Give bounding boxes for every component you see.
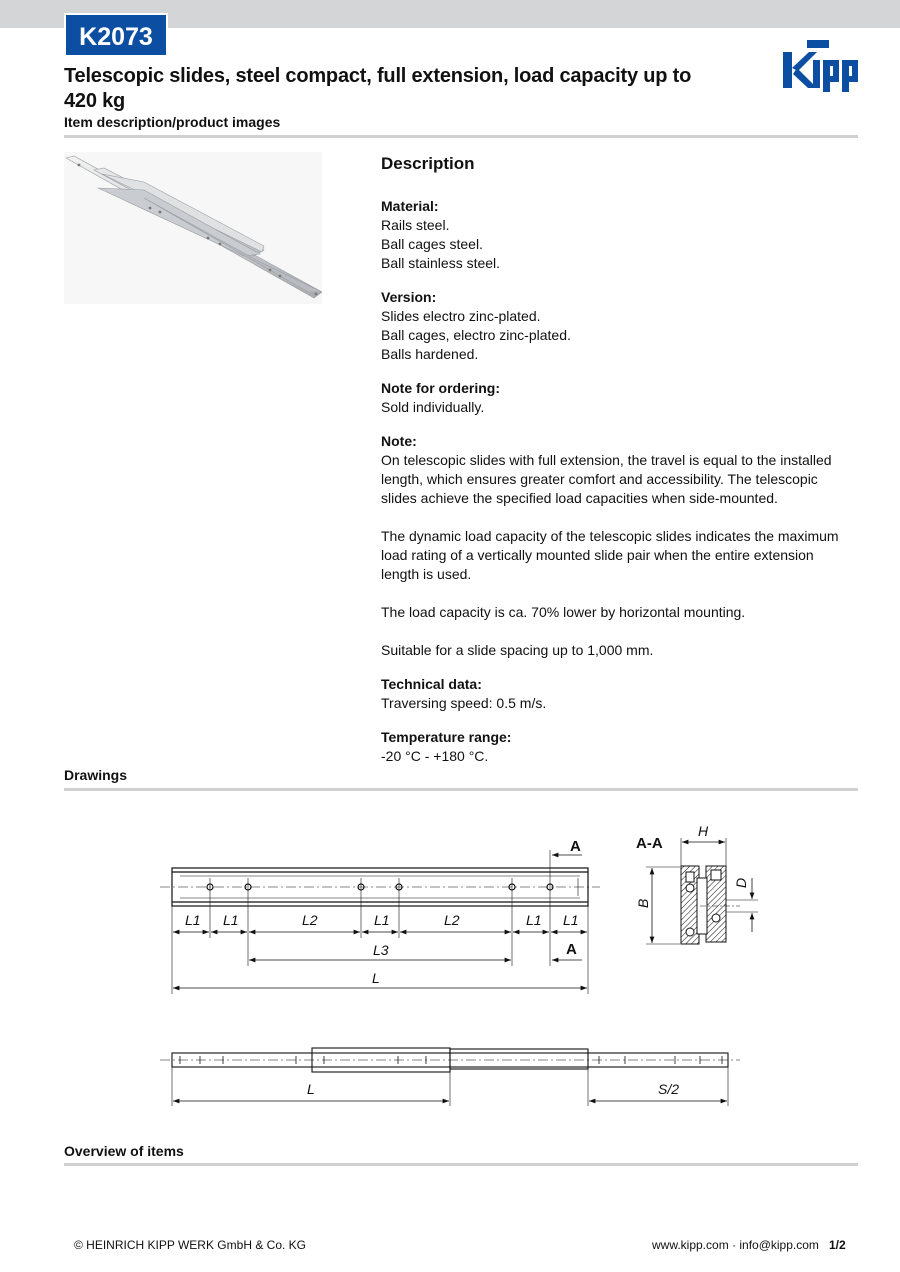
note-paragraph: Suitable for a slide spacing up to 1,000 mm. bbox=[381, 642, 654, 658]
kipp-logo bbox=[783, 38, 859, 94]
note-paragraph: The load capacity is ca. 70% lower by horizontal mounting. bbox=[381, 604, 746, 620]
technical-data-label: Technical data: bbox=[381, 676, 482, 692]
extended-view bbox=[160, 1048, 740, 1106]
temperature-label: Temperature range: bbox=[381, 729, 512, 745]
item-code-badge: K2073 bbox=[64, 13, 168, 57]
note-label: Note: bbox=[381, 433, 417, 449]
version-line: Slides electro zinc-plated. bbox=[381, 308, 541, 324]
material-line: Ball stainless steel. bbox=[381, 255, 501, 271]
note-block bbox=[381, 432, 851, 508]
description-section bbox=[381, 153, 851, 781]
dim-l1: L1 bbox=[526, 912, 542, 928]
section-mark-a: A bbox=[566, 941, 577, 958]
version-label: Version: bbox=[381, 289, 437, 305]
footer-copyright: © HEINRICH KIPP WERK GmbH & Co. KG bbox=[74, 1238, 306, 1252]
drawings-rule bbox=[64, 788, 858, 791]
temperature-line: -20 °C - +180 °C. bbox=[381, 748, 489, 764]
ordering-block bbox=[381, 379, 851, 417]
dim-l2: L2 bbox=[302, 912, 318, 928]
version-block bbox=[381, 288, 851, 364]
dim-l1: L1 bbox=[185, 912, 201, 928]
dim-l: L bbox=[307, 1081, 315, 1097]
dim-d: D bbox=[733, 877, 749, 888]
dim-s2: S/2 bbox=[658, 1081, 680, 1097]
technical-data-block bbox=[381, 675, 851, 713]
dim-l3: L3 bbox=[373, 942, 389, 958]
dim-l: L bbox=[372, 970, 380, 986]
material-line: Rails steel. bbox=[381, 217, 450, 233]
version-line: Balls hardened. bbox=[381, 346, 479, 362]
product-image bbox=[64, 152, 322, 304]
version-line: Ball cages, electro zinc-plated. bbox=[381, 327, 571, 343]
rail-top-view bbox=[160, 850, 600, 994]
material-line: Ball cages steel. bbox=[381, 236, 483, 252]
dim-h: H bbox=[698, 823, 709, 839]
footer-contact[interactable]: www.kipp.com · info@kipp.com bbox=[652, 1238, 819, 1252]
dim-l1: L1 bbox=[563, 912, 579, 928]
note-text: On telescopic slides with full extension, the travel is equal to the installed length, which ensures greater comfort and accessibility. The telescopic slides achieve the specified load capacities when side-mounted. bbox=[381, 452, 832, 506]
technical-data-line: Traversing speed: 0.5 m/s. bbox=[381, 695, 547, 711]
ordering-label: Note for ordering: bbox=[381, 380, 500, 396]
ordering-line: Sold individually. bbox=[381, 399, 485, 415]
material-label: Material: bbox=[381, 198, 439, 214]
dim-l1: L1 bbox=[374, 912, 390, 928]
dimension-labels bbox=[185, 838, 581, 986]
dim-b: B bbox=[635, 898, 651, 908]
section-view bbox=[635, 823, 758, 944]
header-rule bbox=[64, 135, 858, 138]
dim-l2: L2 bbox=[444, 912, 460, 928]
material-block bbox=[381, 197, 851, 273]
dimension-lines bbox=[173, 855, 587, 988]
drawings-heading: Drawings bbox=[64, 767, 128, 783]
overview-heading: Overview of items bbox=[64, 1143, 184, 1159]
description-heading: Description bbox=[381, 154, 475, 173]
page-number: 1/2 bbox=[829, 1238, 846, 1252]
section-mark-a: A bbox=[570, 838, 581, 855]
dim-l1: L1 bbox=[223, 912, 239, 928]
overview-rule bbox=[64, 1163, 858, 1166]
section-title: A-A bbox=[636, 835, 663, 852]
temperature-block bbox=[381, 728, 851, 766]
page-title: Telescopic slides, steel compact, full extension, load capacity up to 420 kg bbox=[64, 65, 692, 112]
page-subtitle: Item description/product images bbox=[64, 114, 281, 130]
note-paragraph: The dynamic load capacity of the telescopic slides indicates the maximum load rating of a vertically mounted slide pair when the entire extension length is used. bbox=[381, 528, 839, 582]
